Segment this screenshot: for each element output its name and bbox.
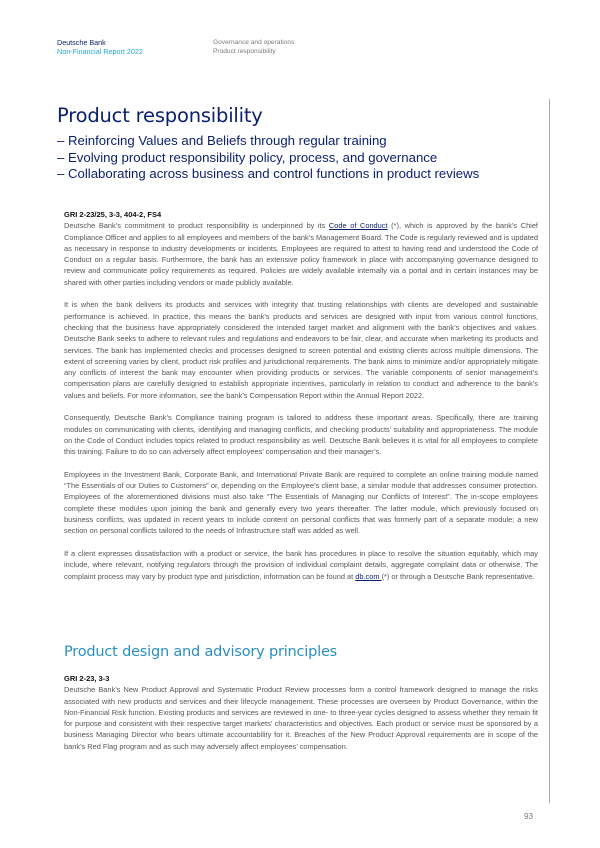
highlight-item: – Reinforcing Values and Beliefs through regular training bbox=[57, 133, 387, 148]
section-heading: Product design and advisory principles bbox=[64, 644, 338, 660]
margin-rule bbox=[549, 99, 550, 803]
highlights-list bbox=[57, 133, 479, 183]
text: If a client expresses dissatisfaction with a product or service, the bank has procedures in place to resolve the situation equitably, which may include, where relevant, notifying regulators through the provision of individual complaint details, aggregate complaint data or otherwise. The complaint process may vary by product type and jurisdiction, information can be found at bbox=[64, 548, 538, 581]
section-body bbox=[64, 209, 538, 593]
db-com-link[interactable]: db.com bbox=[355, 571, 382, 581]
highlight-item: – Evolving product responsibility policy, process, and governance bbox=[57, 149, 438, 165]
breadcrumb-section: Governance and operations bbox=[213, 39, 295, 46]
gri-reference: GRI 2-23/25, 3-3, 404-2, FS4 bbox=[64, 210, 162, 219]
section-breadcrumb bbox=[213, 38, 294, 56]
text: (*) or through a Deutsche Bank representative. bbox=[381, 571, 535, 581]
report-header bbox=[57, 38, 143, 56]
code-of-conduct-link[interactable]: Code of Conduct bbox=[328, 221, 388, 231]
paragraph bbox=[64, 220, 538, 288]
highlight-item: – Collaborating across business and control functions in product reviews bbox=[57, 166, 480, 181]
page-number: 93 bbox=[524, 812, 534, 821]
paragraph: It is when the bank delivers its products and services with integrity that trusting relationships with clients are developed and sustainable performance is achieved. In practice, this means the bank’s products and services are designed with input from various control functions, checking that the business have appropriately considered the intended target market and alignment with the bank’s objectives and values. Deutsche Bank seeks to adhere to relevant rules and regulations and endeavors to be fair, clear, and accurate when marketing its products and services. The bank has implemented checks and processes designed to screen potential and existing clients across multiple dimensions. The extent of screening varies by client, product risk profiles and jurisdictional requirements. The bank aims to minimize and/or appropriately mitigate any conflicts of interest the bank may encounter when providing products or services. The variable components of senior management’s compensation plans are carefully designed to establish appropriate incentives, particularly in relation to conduct and adherence to the bank’s values and beliefs. For more information, see the bank’s Compensation Report within the Annual Report 2022. bbox=[64, 300, 538, 400]
breadcrumb-subsection: Product responsibility bbox=[213, 48, 276, 55]
brand-name: Deutsche Bank bbox=[57, 38, 106, 47]
paragraph: Consequently, Deutsche Bank’s Compliance training program is tailored to address these important areas. Specifically, there are training modules on communicating with clients, identifying and managing conflicts, and checking products’ suitability and appropriateness. The module on the Code of Conduct includes topics related to product responsibility as well. Deutsche Bank believes it is vital for all employees to complete this training. Failure to do so can adversely affect employees’ compensation and their manager’s. bbox=[64, 413, 538, 457]
text: (*), which is approved by the bank’s Chief Compliance Officer and applies to all employees and members of the bank’s Management Board. The Code is regularly reviewed and is updated as necessary in response to industry developments or incidents. Employees are required to attest to having read and understood the Code of Conduct on a regular basis. Furthermore, the bank has an extensive policy framework in place with accompanying governance designed to review and communicate policy requirements as required. Policies are widely available internally via a portal and in certain instances may be shared with other parties including vendors or made publicly available. bbox=[64, 221, 538, 287]
page-title: Product responsibility bbox=[57, 104, 263, 127]
text: Deutsche Bank’s commitment to product responsibility is underpinned by its bbox=[64, 221, 329, 231]
gri-reference: GRI 2-23, 3-3 bbox=[64, 674, 110, 683]
paragraph bbox=[64, 548, 538, 582]
section-body-2 bbox=[64, 673, 538, 763]
paragraph: Employees in the Investment Bank, Corporate Bank, and International Private Bank are required to complete an online training module named “The Essentials of our Duties to Customers” or, depending on the Employee’s client base, a similar module that addresses consumer protection. Employees of the aforementioned divisions must also take “The Essentials of Managing our Conflicts of Interest”. The in-scope employees complete these modules upon joining the bank and generally every two years thereafter. The latter module, which previously focused on business conflicts, was updated in recent years to include content on personal conflicts that was formerly part of a separate module; a new section on personal conflicts tailored to the needs of Infrastructure staff was added as well. bbox=[64, 469, 538, 536]
report-name: Non-Financial Report 2022 bbox=[57, 47, 143, 56]
paragraph: Deutsche Bank’s New Product Approval and Systematic Product Review processes form a control framework designed to manage the risks associated with new products and services and their lifecycle management. These processes are overseen by Product Governance, within the Non-Financial Risk function. Existing products and services are reviewed in one- to three-year cycles designed to assess whether they remain fit for purpose and consistent with their respective target markets’ characteristics and objectives. Each product or service must be sponsored by a business Managing Director who bears ultimate accountability for it. Breaches of the New Product Approval requirements are in scope of the bank’s Red Flag program and as such may adversely affect employees’ compensation. bbox=[64, 685, 538, 751]
